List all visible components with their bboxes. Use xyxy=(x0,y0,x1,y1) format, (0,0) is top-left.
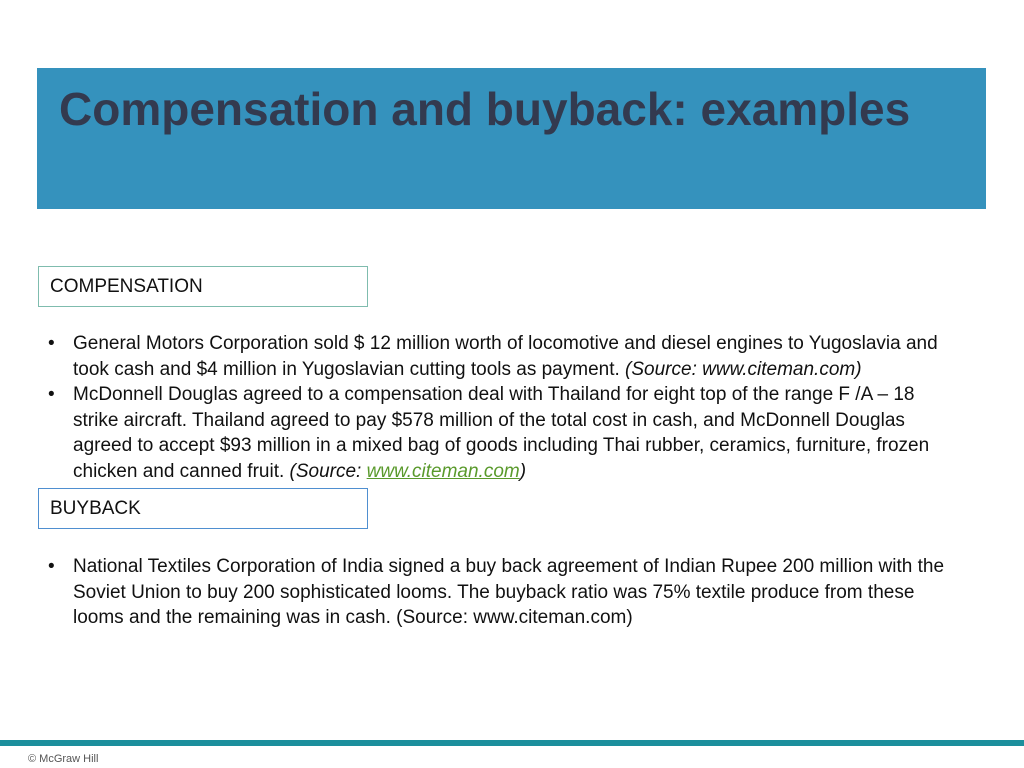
compensation-bullet-list xyxy=(48,331,948,484)
bullet-text: General Motors Corporation sold $ 12 million worth of locomotive and diesel engines to Yugoslavia and took cash and $4 million in Yugoslavian cutting tools as payment. xyxy=(73,333,938,380)
source-link[interactable]: www.citeman.com xyxy=(366,460,520,482)
slide-title: Compensation and buyback: examples xyxy=(59,83,911,135)
copyright-footer: © McGraw Hill xyxy=(28,753,99,765)
list-item xyxy=(48,331,948,382)
bullet-source-suffix: ) xyxy=(519,460,527,482)
buyback-label-box xyxy=(38,488,368,529)
list-item xyxy=(48,554,968,631)
list-item xyxy=(48,382,948,484)
bullet-source: (Source: www.citeman.com) xyxy=(625,358,862,380)
bullet-text: National Textiles Corporation of India signed a buy back agreement of Indian Rupee 200 million with the Soviet Union to buy 200 sophisticated looms. The buyback ratio was 75% textile produce from these looms and the remaining was in cash. (Source: www.citeman.com) xyxy=(73,556,945,628)
buyback-bullet-list xyxy=(48,554,968,631)
buyback-label: BUYBACK xyxy=(50,497,141,519)
compensation-label: COMPENSATION xyxy=(50,275,203,297)
compensation-label-box xyxy=(38,266,368,307)
footer-bar xyxy=(0,740,1024,746)
bullet-glyph: • xyxy=(48,384,55,405)
bullet-text: McDonnell Douglas agreed to a compensation deal with Thailand for eight top of the range F /A – 18 strike aircraft. Thailand agreed to pay $578 million of the total cost in cash, and McDonnell Douglas agreed to accept $93 million in a mixed bag of goods including Thai rubber, ceramics, furniture, frozen chicken and canned fruit. xyxy=(73,384,930,482)
bullet-source-prefix: (Source: xyxy=(289,460,367,482)
bullet-glyph: • xyxy=(48,333,55,354)
bullet-glyph: • xyxy=(48,556,55,577)
